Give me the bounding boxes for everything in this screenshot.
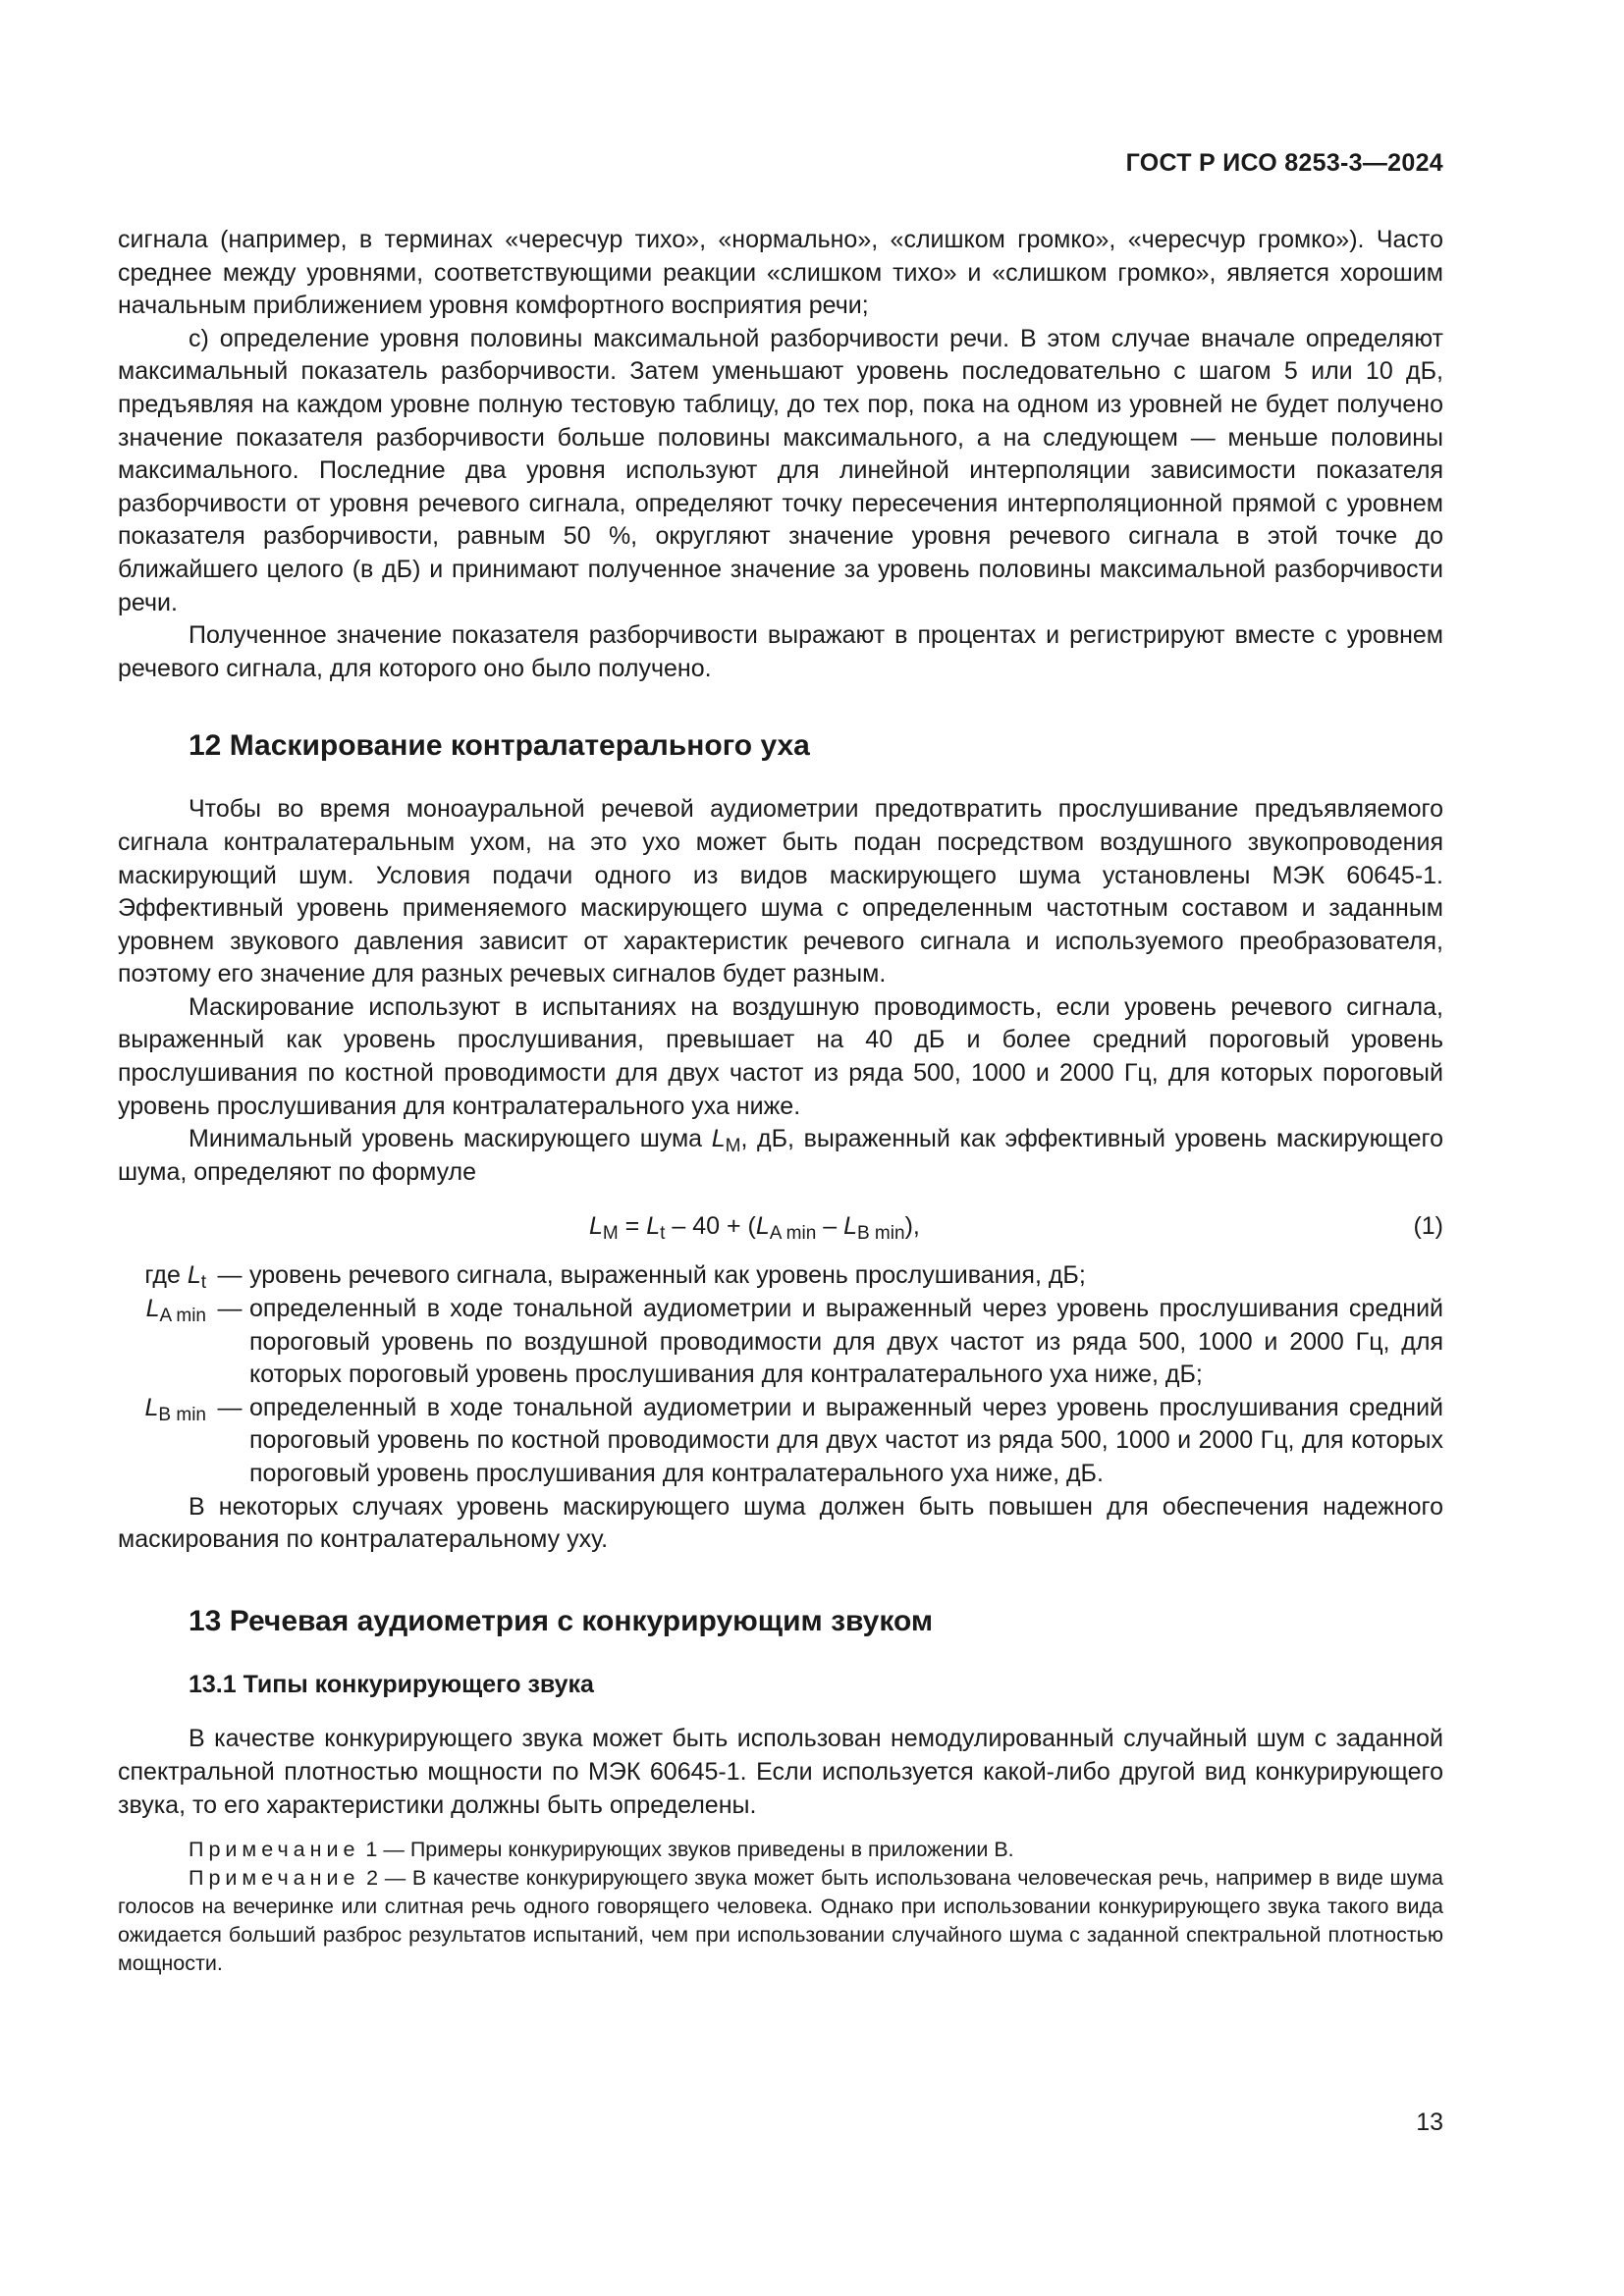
- page-number: 13: [1416, 2109, 1443, 2136]
- section-12-heading: 12 Маскирование контралатерального уха: [189, 729, 810, 763]
- paragraph-continuation: сигнала (например, в терминах «чересчур тихо», «нормально», «слишком громко», «чересчур громко»). Часто среднее между уровнями, соответствующими реакции «слишком тихо» и «слишком громко», является хорошим начальным приближением уровня комфортного восприятия речи;: [118, 226, 1443, 320]
- notes-block: [118, 1836, 1443, 1978]
- definition-dash: —: [217, 1295, 243, 1323]
- subsection-13-1-heading: 13.1 Типы конкурирующего звука: [189, 1670, 594, 1698]
- subsection-13-1-paragraph: В качестве конкурирующего звука может быть использован немодулированный случайный шум с заданной спектральной плотностью мощности по МЭК 60645-1. Если используется какой-либо другой вид конкурирующего звука, то его характеристики должны быть определены.: [118, 1725, 1443, 1819]
- definition-text: определенный в ходе тональной аудиометрии и выраженный через уровень прослушивания средний пороговый уровень по костной проводимости для двух частот из ряда 500, 1000 и 2000 Гц, для которых пороговый уровень прослушивания для контралатерального уха ниже, дБ.: [249, 1393, 1443, 1487]
- formula-1: [118, 1210, 1443, 1244]
- formula-expression: $L_M = L_t - 40 + (L_{A min} - L_{B min})$,: [589, 1212, 920, 1245]
- document-body: [118, 224, 1443, 1978]
- note-2: Примечание 2 — В качестве конкурирующего звука может быть использована человеческая речь, например в виде шума голосов на вечеринке или слитная речь одного говорящего человека. Однако при использовании конкурирующего звука такого вида ожидается больший разброс результатов испытаний, чем при использовании случайного шума с заданной спектральной плотностью мощности.: [118, 1866, 1443, 1976]
- paragraph-item-c: с) определение уровня половины максимальной разборчивости речи. В этом случае вначале определяют максимальный показатель разборчивости. Затем уменьшают уровень последовательно с шагом 5 или 10 дБ, предъявляя на каждом уровне полную тестовую таблицу, до тех пор, пока на одном из уровней не будет получено значение показателя разборчивости больше половины максимального, а на следующем — меньше половины максимального. Последние два уровня используют для линейной интерполяции зависимости показателя разборчивости от уровня речевого сигнала, определяют точку пересечения интерполяционной прямой с уровнем показателя разборчивости, равным 50 %, округляют значение уровня речевого сигнала в этой точке до ближайшего целого (в дБ) и принимают полученное значение за уровень половины максимальной разборчивости речи.: [118, 324, 1443, 616]
- formula-definitions: [118, 1259, 1443, 1490]
- section-13-heading: 13 Речевая аудиометрия с конкурирующим звуком: [189, 1604, 934, 1637]
- note-1: Примечание 1 — Примеры конкурирующих звуков приведены в приложении В.: [189, 1838, 1014, 1862]
- document-code: ГОСТ Р ИСО 8253-3—2024: [1125, 149, 1443, 177]
- definition-symbol: $L_{A min}$: [145, 1295, 206, 1327]
- document-page: [118, 0, 1443, 2296]
- formula-number: (1): [1413, 1212, 1443, 1241]
- definition-symbol: $L_{B min}$: [144, 1393, 206, 1425]
- section-12-paragraph-1: Чтобы во время моноауральной речевой аудиометрии предотвратить прослушивание предъявляемого сигнала контралатеральным ухом, на это ухо может быть подан посредством воздушного звукопроводения маскирующий шум. Условия подачи одного из видов маскирующего шума установлены МЭК 60645-1. Эффективный уровень применяемого маскирующего шума с определенным частотным составом и заданным уровнем звукового давления зависит от характеристик речевого сигнала и используемого преобразователя, поэтому его значение для разных речевых сигналов будет разным.: [118, 795, 1443, 988]
- definition-text: определенный в ходе тональной аудиометрии и выраженный через уровень прослушивания средний пороговый уровень по воздушной проводимости для двух частот из ряда 500, 1000 и 2000 Гц, для которых пороговый уровень прослушивания для контралатерального уха ниже, дБ;: [249, 1295, 1443, 1389]
- section-12-paragraph-2: Маскирование используют в испытаниях на воздушную проводимость, если уровень речевого сигнала, выраженный как уровень прослушивания, превышает на 40 дБ и более средний пороговый уровень прослушивания по костной проводимости для двух частот из ряда 500, 1000 и 2000 Гц, для которых пороговый уровень прослушивания для контралатерального уха ниже.: [118, 992, 1443, 1120]
- paragraph-result: Полученное значение показателя разборчивости выражают в процентах и регистрируют вместе с уровнем речевого сигнала, для которого оно было получено.: [118, 621, 1443, 682]
- section-12-paragraph-3: Минимальный уровень маскирующего шума $L_M$, дБ, выраженный как эффективный уровень маскирующего шума, определяют по формуле: [118, 1125, 1443, 1186]
- definition-symbol: где $L_t$: [144, 1261, 206, 1294]
- section-12-paragraph-4: В некоторых случаях уровень маскирующего шума должен быть повышен для обеспечения надежного маскирования по контралатеральному уху.: [118, 1492, 1443, 1554]
- definition-dash: —: [217, 1261, 243, 1290]
- definition-text: уровень речевого сигнала, выраженный как уровень прослушивания, дБ;: [249, 1261, 1086, 1290]
- definition-dash: —: [217, 1393, 243, 1421]
